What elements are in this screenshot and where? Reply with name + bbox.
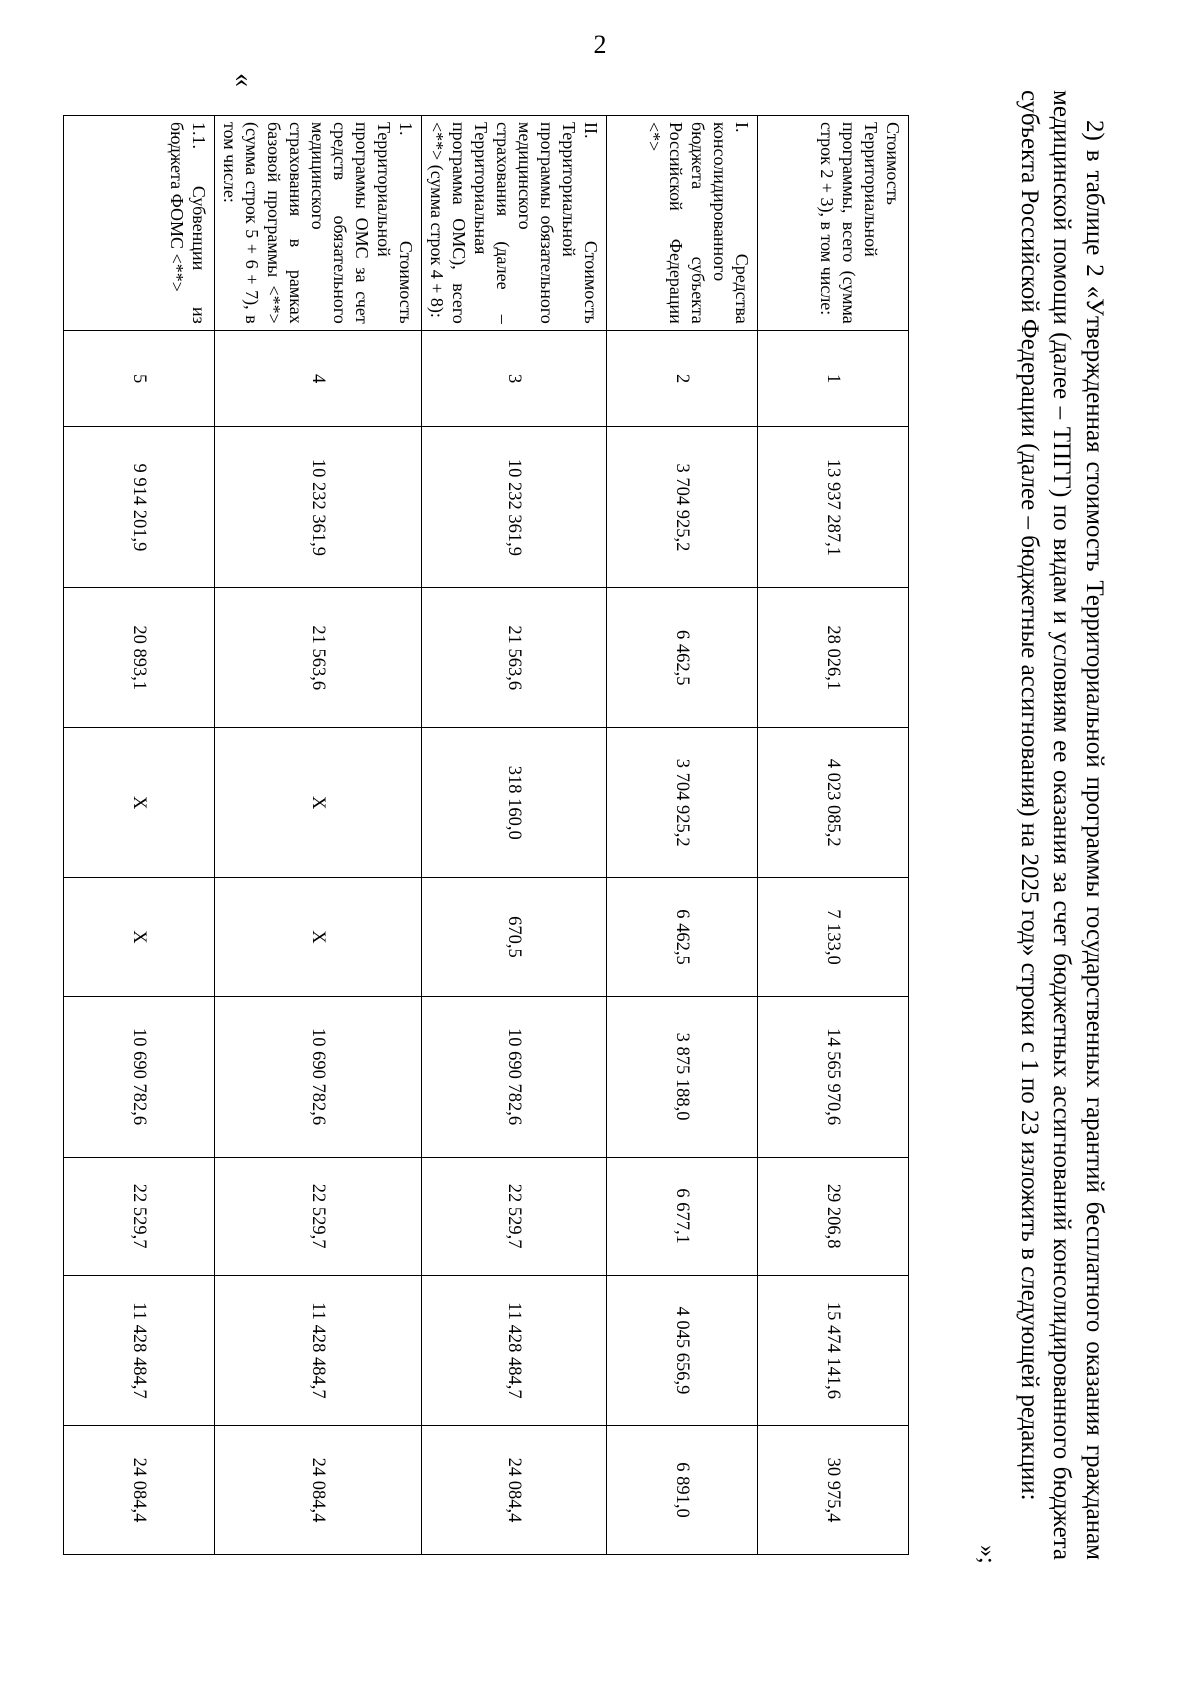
row-label: 1.1. Субвенции из бюджета ФОМС <**> bbox=[64, 116, 215, 331]
cost-table bbox=[63, 115, 909, 1555]
table-cell: 7 133,0 bbox=[758, 878, 909, 996]
table-cell: X bbox=[215, 728, 422, 878]
table-cell: 318 160,0 bbox=[422, 728, 607, 878]
row-number: 3 bbox=[422, 330, 607, 427]
page-number: 2 bbox=[593, 30, 607, 59]
table-cell: 30 975,4 bbox=[758, 1426, 909, 1555]
row-number: 5 bbox=[64, 330, 215, 427]
table-cell: 3 875 188,0 bbox=[607, 996, 758, 1157]
table-cell: 21 563,6 bbox=[215, 588, 422, 728]
table-cell: 11 428 484,7 bbox=[422, 1275, 607, 1425]
table-row bbox=[64, 116, 215, 1555]
table-cell: 22 529,7 bbox=[215, 1157, 422, 1275]
table-cell: 10 690 782,6 bbox=[64, 996, 215, 1157]
table-cell: 11 428 484,7 bbox=[215, 1275, 422, 1425]
table-cell: 24 084,4 bbox=[64, 1426, 215, 1555]
table-cell: 14 565 970,6 bbox=[758, 996, 909, 1157]
table-cell: 670,5 bbox=[422, 878, 607, 996]
table-row bbox=[607, 116, 758, 1555]
table-cell: 11 428 484,7 bbox=[64, 1275, 215, 1425]
table-cell: 10 690 782,6 bbox=[215, 996, 422, 1157]
table-cell: 10 232 361,9 bbox=[215, 427, 422, 588]
table-cell: 9 914 201,9 bbox=[64, 427, 215, 588]
table-cell: 3 704 925,2 bbox=[607, 728, 758, 878]
table-row bbox=[422, 116, 607, 1555]
table-cell: 24 084,4 bbox=[422, 1426, 607, 1555]
table-row bbox=[215, 116, 422, 1555]
table-cell: 3 704 925,2 bbox=[607, 427, 758, 588]
row-number: 2 bbox=[607, 330, 758, 427]
table-cell: 10 690 782,6 bbox=[422, 996, 607, 1157]
table-cell: X bbox=[215, 878, 422, 996]
table-cell: 29 206,8 bbox=[758, 1157, 909, 1275]
row-label: I. Средства консолидированного бюджета субъекта Российской Федерации <*> bbox=[607, 116, 758, 331]
closing-quote: »; bbox=[974, 1545, 1000, 1564]
table-cell: 4 045 656,9 bbox=[607, 1275, 758, 1425]
table-cell: 24 084,4 bbox=[215, 1426, 422, 1555]
table-cell: 6 677,1 bbox=[607, 1157, 758, 1275]
table-cell: 4 023 085,2 bbox=[758, 728, 909, 878]
table-cell: 28 026,1 bbox=[758, 588, 909, 728]
table-cell: 13 937 287,1 bbox=[758, 427, 909, 588]
table-cell: 21 563,6 bbox=[422, 588, 607, 728]
table-cell: 10 232 361,9 bbox=[422, 427, 607, 588]
table-cell: X bbox=[64, 878, 215, 996]
table-cell: 20 893,1 bbox=[64, 588, 215, 728]
table-cell: X bbox=[64, 728, 215, 878]
row-label: 1. Стоимость Территориальной программы ОМС за счет средств обязательного медицинского страхования в рамках базовой программы <**> (сумма строк 5 + 6 + 7), в том числе: bbox=[215, 116, 422, 331]
row-number: 4 bbox=[215, 330, 422, 427]
opening-quote: « bbox=[228, 73, 259, 87]
table-row bbox=[758, 116, 909, 1555]
table-cell: 6 891,0 bbox=[607, 1426, 758, 1555]
table-cell: 6 462,5 bbox=[607, 878, 758, 996]
table-cell: 22 529,7 bbox=[422, 1157, 607, 1275]
table-cell: 6 462,5 bbox=[607, 588, 758, 728]
amendment-paragraph: 2) в таблице 2 «Утвержденная стоимость Территориальной программы государственных гарантий бесплатного оказания гражданам медицинской помощи (далее – ТПГГ) по видам и условиям ее оказания за счет бюджетных ассигнований консолидированного бюджета субъекта Российской Федерации (далее – бюджетные ассигнования) на 2025 год» строки с 1 по 23 изложить в следующей редакции: bbox=[1016, 90, 1108, 1560]
row-label: Стоимость Территориальной программы, всего (сумма строк 2 + 3), в том числе: bbox=[758, 116, 909, 331]
row-label: II. Стоимость Территориальной программы обязательного медицинского страхования (далее – Территориальная программа ОМС), всего <**> (сумма строк 4 + 8): bbox=[422, 116, 607, 331]
table-cell: 15 474 141,6 bbox=[758, 1275, 909, 1425]
row-number: 1 bbox=[758, 330, 909, 427]
rotated-content bbox=[129, 50, 1110, 1590]
table-cell: 22 529,7 bbox=[64, 1157, 215, 1275]
